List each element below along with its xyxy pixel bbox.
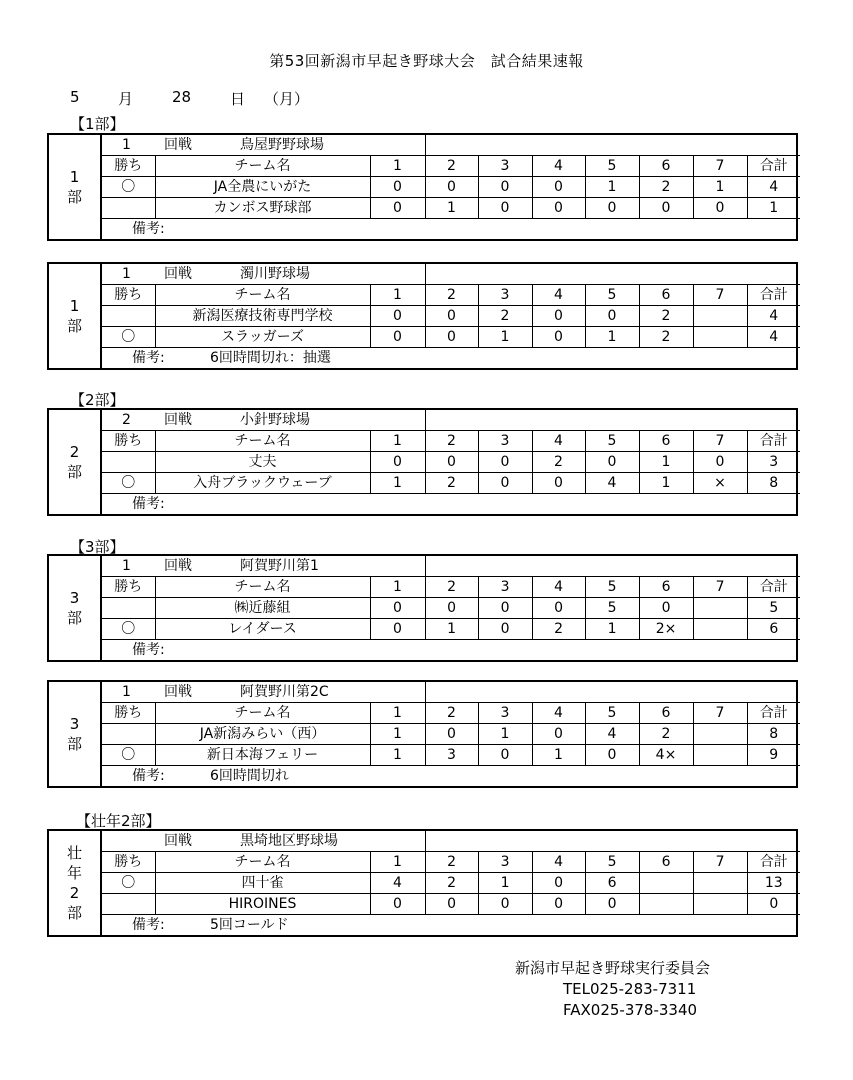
win-mark: 〇 (101, 745, 155, 766)
division-label: 【3部】 (70, 538, 125, 556)
division-cell: 3 部 (49, 556, 101, 660)
inning-score: 2 (639, 306, 693, 327)
inning-score (693, 745, 747, 766)
round-number: 1 (122, 557, 131, 574)
round-unit: 回戦 (164, 411, 192, 428)
date-day-unit: 日 (230, 90, 246, 108)
win-mark (101, 724, 155, 745)
total-score: 8 (747, 473, 800, 494)
division-label: 【1部】 (70, 115, 125, 133)
inning-header: 5 (585, 577, 639, 598)
note-cell (101, 766, 800, 787)
inning-header: 6 (639, 431, 693, 452)
inning-score: 0 (639, 598, 693, 619)
inning-score: 0 (370, 452, 425, 473)
organizer-fax: FAX025-378-3340 (563, 1001, 698, 1019)
inning-score: 0 (478, 894, 532, 915)
round-number: 1 (122, 683, 131, 700)
total-score: 13 (747, 873, 800, 894)
round-venue (101, 682, 425, 703)
win-header: 勝ち (101, 156, 155, 177)
inning-header: 6 (639, 577, 693, 598)
note-text: 6回時間切れ：抽選 (210, 349, 331, 366)
date-day: 28 (172, 88, 192, 106)
venue-name: 黒埼地区野球場 (240, 832, 338, 849)
inning-header: 6 (639, 703, 693, 724)
total-score: 1 (747, 198, 800, 219)
inning-score: 4 (585, 724, 639, 745)
division-cell: 1 部 (49, 135, 101, 239)
inning-score: 0 (585, 452, 639, 473)
round-venue (101, 135, 425, 156)
note-label: 備考: (132, 349, 165, 366)
team-name: 入舟ブラックウェーブ (155, 473, 370, 494)
inning-score: 2 (425, 473, 478, 494)
date-month: 5 (70, 88, 80, 106)
note-label: 備考: (132, 767, 165, 784)
inning-header: 3 (478, 852, 532, 873)
inning-score: 0 (370, 327, 425, 348)
round-venue (101, 831, 425, 852)
inning-header: 2 (425, 577, 478, 598)
inning-header: 2 (425, 852, 478, 873)
team-name: カンボス野球部 (155, 198, 370, 219)
game-result-table (47, 133, 798, 241)
inning-score: 0 (478, 177, 532, 198)
win-mark (101, 306, 155, 327)
note-text: 5回コールド (210, 916, 289, 933)
inning-score: 2 (639, 177, 693, 198)
total-score: 0 (747, 894, 800, 915)
team-row (49, 327, 800, 348)
inning-score (693, 873, 747, 894)
win-header: 勝ち (101, 852, 155, 873)
date-weekday: （月） (264, 90, 310, 108)
round-number: 1 (122, 136, 131, 153)
venue-name: 小針野球場 (240, 411, 310, 428)
inning-header: 4 (532, 577, 585, 598)
note-cell (101, 348, 800, 369)
organizer-tel: TEL025-283-7311 (563, 980, 697, 998)
inning-score: 0 (370, 306, 425, 327)
inning-header: 2 (425, 285, 478, 306)
team-row (49, 894, 800, 915)
win-header: 勝ち (101, 431, 155, 452)
note-cell (101, 640, 800, 661)
inning-score: 0 (532, 306, 585, 327)
team-row (49, 473, 800, 494)
inning-score: 0 (425, 327, 478, 348)
inning-header: 7 (693, 852, 747, 873)
inning-score: 2 (425, 873, 478, 894)
inning-header: 5 (585, 852, 639, 873)
total-header: 合計 (747, 156, 800, 177)
note-text: 6回時間切れ (210, 767, 289, 784)
inning-header: 4 (532, 285, 585, 306)
inning-header: 3 (478, 431, 532, 452)
inning-score: 0 (585, 745, 639, 766)
inning-score: 2 (639, 327, 693, 348)
total-header: 合計 (747, 577, 800, 598)
inning-header: 3 (478, 577, 532, 598)
total-score: 6 (747, 619, 800, 640)
division-label: 【壮年2部】 (76, 812, 161, 830)
division-cell: 壮 年 2 部 (49, 831, 101, 935)
inning-score: 4 (370, 873, 425, 894)
inning-score: 1 (370, 745, 425, 766)
round-unit: 回戦 (164, 265, 192, 282)
inning-score: 0 (532, 473, 585, 494)
header-blank (425, 556, 800, 577)
win-mark: 〇 (101, 619, 155, 640)
inning-score: 1 (478, 873, 532, 894)
inning-header: 3 (478, 703, 532, 724)
inning-score: 0 (370, 598, 425, 619)
inning-score: 2 (532, 619, 585, 640)
team-row (49, 619, 800, 640)
inning-header: 5 (585, 703, 639, 724)
organizer-name: 新潟市早起き野球実行委員会 (515, 959, 711, 977)
inning-header: 7 (693, 703, 747, 724)
inning-score: 0 (585, 198, 639, 219)
organizer-info (515, 958, 710, 1021)
inning-score: 1 (585, 327, 639, 348)
inning-header: 6 (639, 156, 693, 177)
inning-score: 0 (532, 873, 585, 894)
team-row (49, 177, 800, 198)
inning-score: 0 (693, 198, 747, 219)
header-blank (425, 264, 800, 285)
inning-score: 2 (532, 452, 585, 473)
team-row (49, 306, 800, 327)
header-blank (425, 831, 800, 852)
game-result-table (47, 408, 798, 516)
win-mark: 〇 (101, 327, 155, 348)
round-venue (101, 556, 425, 577)
inning-score (639, 873, 693, 894)
win-mark (101, 894, 155, 915)
inning-score: 0 (478, 598, 532, 619)
inning-score: 1 (585, 177, 639, 198)
inning-score: 0 (425, 894, 478, 915)
total-score: 9 (747, 745, 800, 766)
team-row (49, 452, 800, 473)
inning-score: 0 (478, 198, 532, 219)
team-row (49, 745, 800, 766)
inning-score: 0 (585, 894, 639, 915)
inning-score: 0 (425, 598, 478, 619)
inning-header: 7 (693, 156, 747, 177)
inning-header: 4 (532, 156, 585, 177)
inning-header: 5 (585, 285, 639, 306)
inning-score: 0 (425, 724, 478, 745)
total-score: 3 (747, 452, 800, 473)
inning-score: 2 (639, 724, 693, 745)
note-label: 備考: (132, 641, 165, 658)
inning-header: 6 (639, 852, 693, 873)
inning-score: 0 (370, 177, 425, 198)
inning-score: 0 (370, 894, 425, 915)
inning-header: 5 (585, 431, 639, 452)
total-score: 5 (747, 598, 800, 619)
inning-score: 1 (425, 619, 478, 640)
division-cell: 2 部 (49, 410, 101, 514)
inning-score: 0 (478, 452, 532, 473)
inning-score: 2 (478, 306, 532, 327)
round-unit: 回戦 (164, 832, 192, 849)
inning-header: 4 (532, 852, 585, 873)
inning-score: 0 (585, 306, 639, 327)
header-blank (425, 135, 800, 156)
inning-score (693, 724, 747, 745)
inning-score: 4 (585, 473, 639, 494)
team-name: ㈱近藤組 (155, 598, 370, 619)
venue-name: 鳥屋野野球場 (240, 136, 324, 153)
round-number: 1 (122, 265, 131, 282)
inning-header: 2 (425, 431, 478, 452)
team-header: チーム名 (155, 703, 370, 724)
division-cell: 3 部 (49, 682, 101, 786)
inning-score: 1 (370, 724, 425, 745)
inning-score: 0 (425, 306, 478, 327)
inning-score: 0 (425, 177, 478, 198)
round-unit: 回戦 (164, 136, 192, 153)
inning-score: 0 (478, 473, 532, 494)
inning-score: 1 (693, 177, 747, 198)
inning-score: 0 (370, 619, 425, 640)
game-result-table (47, 680, 798, 788)
note-label: 備考: (132, 495, 165, 512)
inning-header: 2 (425, 703, 478, 724)
inning-header: 3 (478, 156, 532, 177)
total-header: 合計 (747, 285, 800, 306)
team-name: スラッガーズ (155, 327, 370, 348)
inning-score (693, 598, 747, 619)
team-header: チーム名 (155, 156, 370, 177)
team-name: 四十雀 (155, 873, 370, 894)
inning-score: 5 (585, 598, 639, 619)
note-cell (101, 219, 800, 240)
win-header: 勝ち (101, 285, 155, 306)
inning-score: 1 (425, 198, 478, 219)
division-cell: 1 部 (49, 264, 101, 368)
inning-score: 6 (585, 873, 639, 894)
venue-name: 阿賀野川第2C (240, 683, 329, 700)
win-header: 勝ち (101, 703, 155, 724)
team-name: レイダース (155, 619, 370, 640)
total-score: 4 (747, 306, 800, 327)
inning-header: 2 (425, 156, 478, 177)
inning-score: 0 (532, 894, 585, 915)
inning-score: 0 (478, 745, 532, 766)
date-month-unit: 月 (118, 90, 134, 108)
total-score: 8 (747, 724, 800, 745)
inning-score: 2× (639, 619, 693, 640)
inning-header: 4 (532, 703, 585, 724)
note-label: 備考: (132, 916, 165, 933)
inning-score: 0 (425, 452, 478, 473)
team-row (49, 198, 800, 219)
page-title: 第53回新潟市早起き野球大会 試合結果速報 (269, 52, 584, 70)
win-mark: 〇 (101, 473, 155, 494)
note-label: 備考: (132, 220, 165, 237)
inning-score: 0 (478, 619, 532, 640)
inning-score (693, 306, 747, 327)
round-venue (101, 410, 425, 431)
team-name: 新日本海フェリー (155, 745, 370, 766)
inning-header: 1 (370, 577, 425, 598)
inning-header: 6 (639, 285, 693, 306)
note-cell (101, 494, 800, 515)
win-mark (101, 452, 155, 473)
game-result-table (47, 829, 798, 937)
inning-score (693, 894, 747, 915)
win-mark: 〇 (101, 177, 155, 198)
team-name: 新潟医療技術専門学校 (155, 306, 370, 327)
win-mark (101, 198, 155, 219)
inning-score: 1 (478, 327, 532, 348)
venue-name: 阿賀野川第1 (240, 557, 319, 574)
inning-score: 1 (585, 619, 639, 640)
inning-header: 1 (370, 156, 425, 177)
total-score: 4 (747, 177, 800, 198)
inning-header: 1 (370, 852, 425, 873)
win-mark (101, 598, 155, 619)
game-result-table (47, 554, 798, 662)
team-name: JA全農にいがた (155, 177, 370, 198)
team-header: チーム名 (155, 852, 370, 873)
round-number: 2 (122, 411, 131, 428)
header-blank (425, 410, 800, 431)
note-cell (101, 915, 800, 936)
venue-name: 濁川野球場 (240, 265, 310, 282)
inning-header: 7 (693, 285, 747, 306)
round-unit: 回戦 (164, 557, 192, 574)
total-header: 合計 (747, 703, 800, 724)
inning-score: 3 (425, 745, 478, 766)
team-name: 丈夫 (155, 452, 370, 473)
team-row (49, 724, 800, 745)
inning-score (639, 894, 693, 915)
inning-header: 3 (478, 285, 532, 306)
inning-header: 7 (693, 577, 747, 598)
team-header: チーム名 (155, 577, 370, 598)
win-mark: 〇 (101, 873, 155, 894)
inning-score: 1 (639, 452, 693, 473)
inning-score: 0 (532, 327, 585, 348)
inning-header: 1 (370, 703, 425, 724)
inning-header: 1 (370, 431, 425, 452)
inning-header: 5 (585, 156, 639, 177)
inning-score (693, 619, 747, 640)
total-header: 合計 (747, 852, 800, 873)
total-header: 合計 (747, 431, 800, 452)
inning-score: 1 (639, 473, 693, 494)
round-unit: 回戦 (164, 683, 192, 700)
inning-score: 0 (532, 724, 585, 745)
inning-score: 4× (639, 745, 693, 766)
team-row (49, 598, 800, 619)
total-score: 4 (747, 327, 800, 348)
game-result-table (47, 262, 798, 370)
header-blank (425, 682, 800, 703)
win-header: 勝ち (101, 577, 155, 598)
inning-score (693, 327, 747, 348)
round-venue (101, 264, 425, 285)
inning-header: 4 (532, 431, 585, 452)
division-label: 【2部】 (70, 391, 125, 409)
team-header: チーム名 (155, 431, 370, 452)
inning-score: 1 (478, 724, 532, 745)
inning-header: 7 (693, 431, 747, 452)
inning-score: × (693, 473, 747, 494)
team-name: JA新潟みらい（西） (155, 724, 370, 745)
inning-score: 0 (532, 198, 585, 219)
inning-score: 0 (532, 177, 585, 198)
inning-score: 0 (639, 198, 693, 219)
inning-score: 0 (693, 452, 747, 473)
inning-score: 0 (532, 598, 585, 619)
team-name: HIROINES (155, 894, 370, 915)
team-header: チーム名 (155, 285, 370, 306)
inning-score: 1 (532, 745, 585, 766)
inning-header: 1 (370, 285, 425, 306)
team-row (49, 873, 800, 894)
inning-score: 0 (370, 198, 425, 219)
inning-score: 1 (370, 473, 425, 494)
